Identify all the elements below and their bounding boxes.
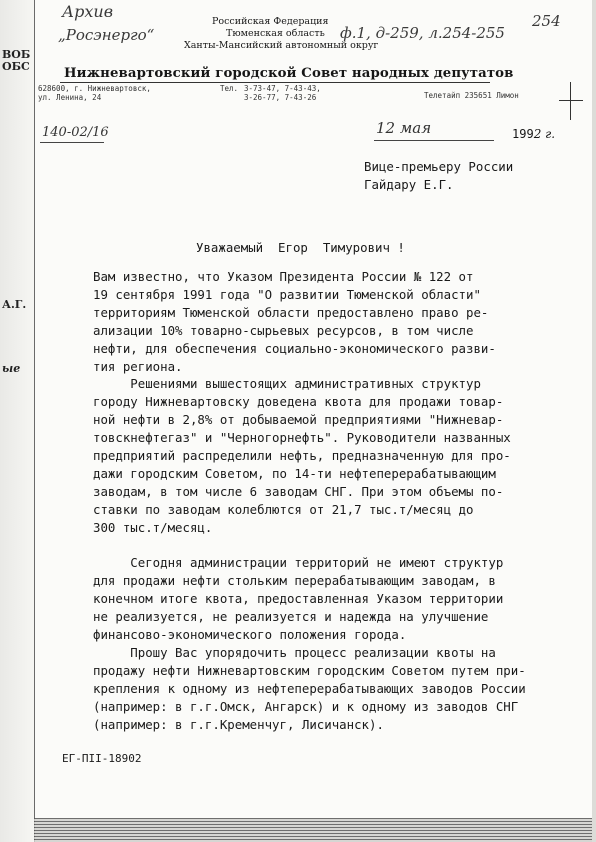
body-line: ализации 10% товарно-сырьевых ресурсов, в том числе: [93, 322, 474, 338]
salutation: Уважаемый Егор Тимурович !: [196, 240, 405, 255]
body-line: не реализуется, не реализуется и надежда на улучшение: [93, 609, 489, 625]
margin-fragment: ВОБ: [2, 48, 31, 61]
body-line: [93, 537, 526, 555]
letterhead-phones-label: Тел.: [220, 84, 239, 93]
letterhead-phones2: 3-26-77, 7-43-26: [244, 93, 317, 102]
archive-page-number: 254: [532, 12, 561, 30]
body-line: для продажи нефти стольким перерабатывающим заводам, в: [93, 573, 496, 589]
body-line: (например: в г.г.Кременчуг, Лисичанск).: [93, 716, 384, 732]
addressee-line1: Вице-премьеру России: [364, 159, 514, 174]
archive-note-line1: Архив: [62, 2, 113, 21]
body-line: (например: в г.г.Омск, Ангарск) и к одному из заводов СНГ: [93, 698, 519, 714]
body-line: ставки по заводам колеблются от 21,7 тыс.т/месяц до: [93, 501, 474, 517]
year-suffix: 2 г.: [533, 127, 556, 141]
outgoing-number: 140-02/16: [42, 125, 109, 140]
date-rule: [374, 140, 494, 141]
letter-date-year: [512, 127, 555, 141]
body-line: конечном итоге квота, предоставленная Указом территории: [93, 591, 504, 607]
letterhead-address2: ул. Ленина, 24: [38, 93, 102, 102]
letterhead-country: Российская Федерация: [212, 16, 329, 27]
body-line: ной нефти в 2,8% от добываемой предприятиями "Нижневар-: [93, 412, 504, 428]
margin-cross-mark: [559, 100, 583, 101]
margin-fragment: ые: [2, 362, 21, 375]
letterhead-phones1: 3-73-47, 7-43-43,: [244, 84, 321, 93]
left-margin-strip: [0, 0, 35, 842]
body-line: нефти, для обеспечения социально-экономического разви-: [93, 340, 496, 356]
addressee-block: [364, 158, 513, 194]
body-line: тия региона.: [93, 358, 183, 374]
year-prefix: 199: [512, 127, 534, 141]
body-line: дажи городским Советом, по 14-ти нефтеперерабатывающим: [93, 465, 496, 481]
letter-date-day-month: 12 мая: [376, 119, 432, 137]
letter-body: [93, 268, 526, 734]
body-line: территориям Тюменской области предоставлено право ре-: [93, 304, 489, 320]
scan-right-edge: [592, 0, 596, 842]
letterhead-divider: [60, 82, 490, 83]
body-line: Решениями вышестоящих административных структур: [93, 376, 481, 392]
archive-note-line2: „Росэнерго“: [58, 26, 155, 44]
body-line: финансово-экономического положения города.: [93, 627, 407, 643]
addressee-line2: Гайдару Е.Г.: [364, 176, 454, 192]
body-line: заводам, в том числе 6 заводам СНГ. При этом объемы по-: [93, 483, 504, 499]
outgoing-number-rule: [40, 142, 104, 143]
body-line: предприятий распределили нефть, предназначенную для про-: [93, 448, 511, 464]
body-line: Сегодня администрации территорий не имеют структур: [93, 555, 504, 571]
margin-fragment: А.Г.: [2, 298, 27, 311]
document-code: ЕГ-ПII-18902: [62, 752, 142, 765]
body-line: 300 тыс.т/месяц.: [93, 519, 213, 535]
letterhead-teletype: Телетайп 235651 Лимон: [424, 91, 519, 100]
margin-fragment: ОБС: [2, 60, 30, 73]
body-line: крепления к одному из нефтеперерабатывающих заводов России: [93, 680, 526, 696]
body-line: товскнефтегаз" и "Черногорнефть". Руководители названных: [93, 430, 511, 446]
body-line: продажу нефти Нижневартовским городским Советом путем при-: [93, 662, 526, 678]
letterhead-region: Тюменская область: [226, 28, 325, 39]
council-name: Нижневартовский городской Совет народных депутатов: [64, 66, 514, 81]
scan-bottom-edge: [34, 818, 596, 842]
body-line: Вам известно, что Указом Президента России № 122 от: [93, 269, 474, 284]
body-line: Прошу Вас упорядочить процесс реализации квоты на: [93, 645, 496, 661]
body-line: городу Нижневартовску доведена квота для продажи товар-: [93, 394, 504, 410]
body-line: 19 сентября 1991 года "О развитии Тюменской области": [93, 286, 481, 302]
letterhead-address1: 628600, г. Нижневартовск,: [38, 84, 151, 93]
archive-reference: ф.1, д-259, л.254-255: [340, 24, 505, 42]
margin-cross-mark: [570, 82, 571, 120]
letterhead-okrug: Ханты-Мансийский автономный округ: [184, 40, 379, 51]
